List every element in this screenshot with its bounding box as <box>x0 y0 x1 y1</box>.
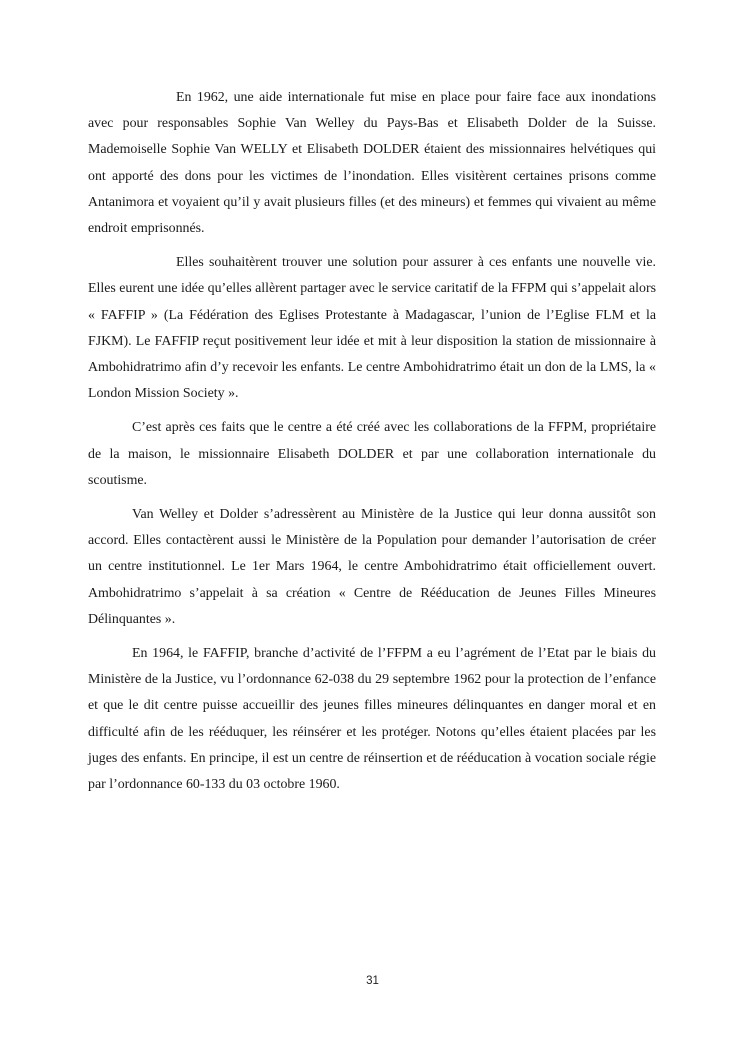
page-body <box>88 85 656 806</box>
paragraph-1: En 1962, une aide internationale fut mise en place pour faire face aux inondations avec pour responsables Sophie Van Welley du Pays-Bas et Elisabeth Dolder de la Suisse. Mademoiselle Sophie Van WELLY et Elisabeth DOLDER étaient des missionnaires helvétiques qui ont apporté des dons pour les victimes de l’inondation. Elles visitèrent certaines prisons comme Antanimora et voyaient qu’il y avait plusieurs filles (et des mineurs) et femmes qui vivaient au même endroit emprisonnés. <box>88 90 656 237</box>
paragraph-3: C’est après ces faits que le centre a été créé avec les collaborations de la FFPM, propriétaire de la maison, le missionnaire Elisabeth DOLDER et par une collaboration internationale du scoutisme. <box>88 420 656 488</box>
page-number: 31 <box>366 975 379 987</box>
paragraph-2: Elles souhaitèrent trouver une solution pour assurer à ces enfants une nouvelle vie. Elles eurent une idée qu’elles allèrent partager avec le service caritatif de la FFPM qui s’appelait alors « FAFFIP » (La Fédération des Eglises Protestante à Madagascar, l’union de l’Eglise FLM et la FJKM). Le FAFFIP reçut positivement leur idée et mit à leur disposition la station de missionnaire à Ambohidratrimo afin d’y recevoir les enfants. Le centre Ambohidratrimo était un don de la LMS, la « London Mission Society ». <box>88 255 656 402</box>
paragraph-5: En 1964, le FAFFIP, branche d’activité de l’FFPM a eu l’agrément de l’Etat par le biais du Ministère de la Justice, vu l’ordonnance 62-038 du 29 septembre 1962 pour la protection de l’enfance et que le dit centre puisse accueillir des jeunes filles mineures délinquantes en danger moral et en difficulté afin de les rééduquer, les réinsérer et les protéger. Notons qu’elles étaient placées par les juges des enfants. En principe, il est un centre de réinsertion et de rééducation à vocation sociale régie par l’ordonnance 60-133 du 03 octobre 1960. <box>88 646 656 793</box>
paragraph-4: Van Welley et Dolder s’adressèrent au Ministère de la Justice qui leur donna aussitôt son accord. Elles contactèrent aussi le Ministère de la Population pour demander l’autorisation de créer un centre institutionnel. Le 1er Mars 1964, le centre Ambohidratrimo était officiellement ouvert. Ambohidratrimo s’appelait à sa création « Centre de Rééducation de Jeunes Filles Mineures Délinquantes ». <box>88 507 656 627</box>
